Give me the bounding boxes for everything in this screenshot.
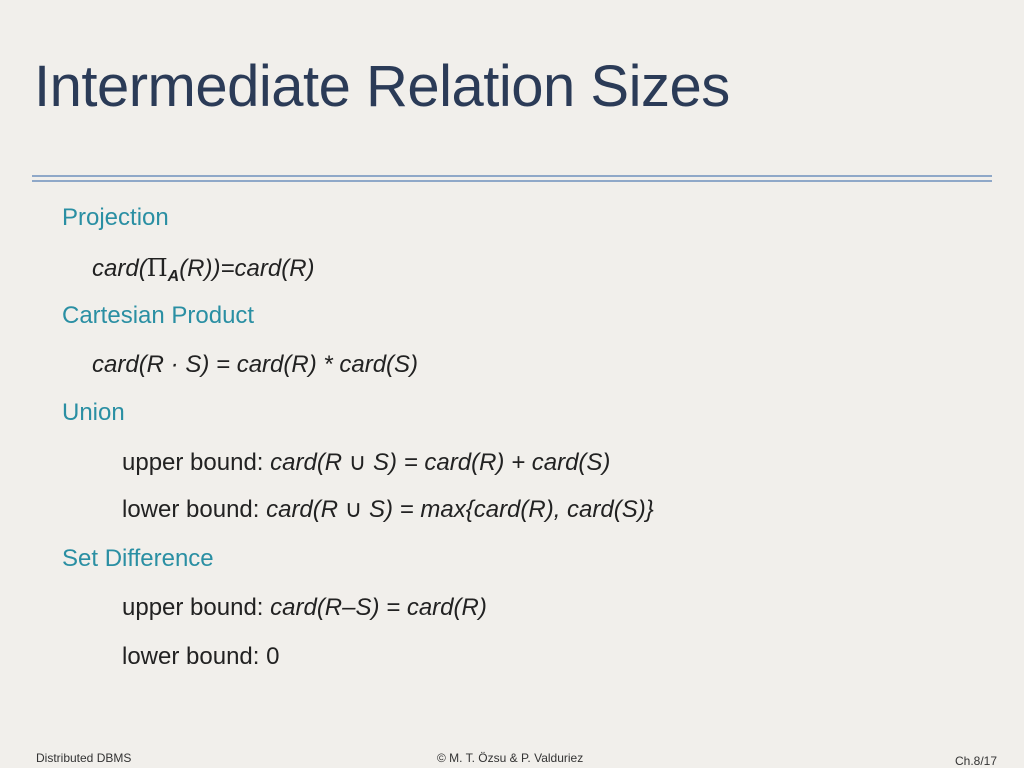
title-divider-top [32, 175, 992, 177]
slide-title: Intermediate Relation Sizes [34, 54, 730, 119]
projection-formula-post: (R))=card(R) [179, 255, 315, 282]
footer-course: Distributed DBMS [36, 751, 132, 765]
cartesian-heading: Cartesian Product [62, 302, 255, 329]
cartesian-formula [92, 353, 418, 377]
difference-lower-value: 0 [266, 643, 280, 670]
difference-upper-label: upper bound: [122, 594, 271, 621]
difference-heading: Set Difference [62, 545, 214, 572]
cartesian-formula-text: card(R · S) = card(R) * card(S) [92, 351, 419, 378]
union-lower-formula: card(R ∪ S) = max{card(R), card(S)} [266, 496, 654, 523]
projection-subscript: A [167, 268, 180, 285]
title-divider-bottom [32, 180, 992, 182]
projection-heading: Projection [62, 204, 169, 231]
difference-lower-label: lower bound: [122, 643, 267, 670]
footer-page-number: Ch.8/17 [955, 754, 998, 768]
union-upper-label: upper bound: [122, 449, 271, 476]
projection-formula [92, 254, 315, 285]
difference-upper-formula: card(R–S) = card(R) [270, 594, 487, 621]
projection-formula-pre: card( [92, 255, 147, 282]
union-lower-label: lower bound: [122, 496, 267, 523]
union-upper-formula: card(R ∪ S) = card(R) + card(S) [270, 449, 611, 476]
difference-lower-bound [122, 645, 279, 669]
projection-symbol: Π [146, 254, 168, 282]
footer-copyright: © M. T. Özsu & P. Valduriez [437, 751, 584, 765]
union-heading: Union [62, 399, 125, 426]
difference-upper-bound [122, 596, 487, 620]
union-lower-bound [122, 498, 654, 522]
union-upper-bound [122, 451, 610, 475]
